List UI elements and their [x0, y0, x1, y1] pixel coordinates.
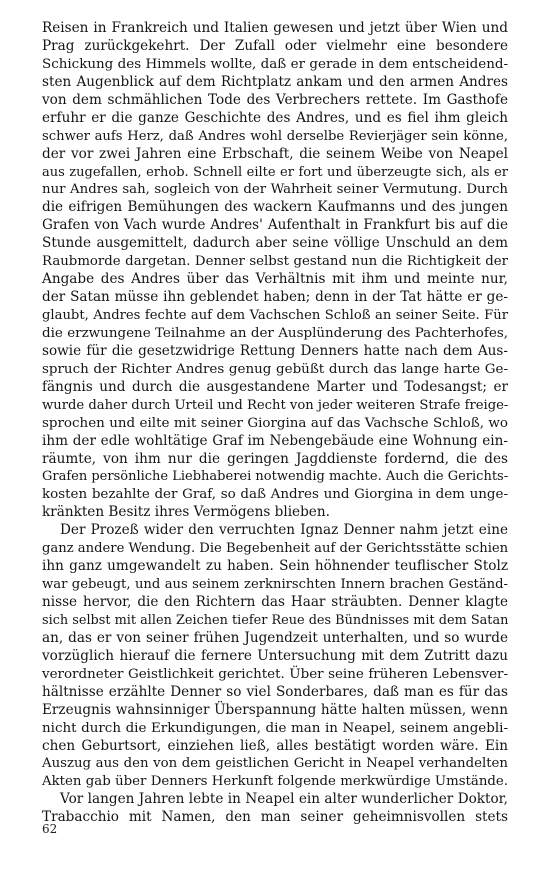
page-number: 62 [42, 822, 58, 836]
text-line: vorzüglich hierauf die fernere Untersuchung mit dem Zutritt dazu [42, 647, 508, 664]
text-line: Grafen persönliche Liebhaberei notwendig machte. Auch die Gerichts- [42, 469, 509, 485]
text-line: Angabe des Andres über das Verhältnis mit ihm und meinte nur, [42, 271, 508, 288]
text-line: Prag zurückgekehrt. Der Zufall oder vielmehr eine besondere [42, 37, 508, 54]
text-line: nicht durch die Erkundigungen, die man in Neapel, seinem angebli- [42, 720, 508, 736]
text-line: die eifrigen Bemühungen des wackern Kaufmanns und des jungen [42, 199, 508, 216]
body-text [42, 20, 508, 827]
text-line: die erzwungene Teilnahme an der Ausplünderung des Pachterhofes, [42, 325, 508, 341]
text-line: Grafen von Vach wurde Andres' Aufenthalt in Frankfurt bis auf die [42, 217, 508, 234]
text-line: wurde daher durch Urteil und Recht von jeder weiteren Strafe freige- [42, 397, 509, 413]
text-line: schwer aufs Herz, daß Andres wohl derselbe Revierjäger sein könne, [42, 128, 508, 144]
text-line: Raubmorde dargetan. Denner selbst gestand nun die Richtigkeit der [42, 254, 508, 270]
text-line: der vor zwei Jahren eine Erbschaft, die seinem Weibe von Neapel [42, 145, 508, 162]
text-line: sowie für die gesetzwidrige Rettung Denners hatte nach dem Aus- [42, 342, 508, 359]
text-line: kränkten Besitz ihres Vermögens blieben. [42, 504, 330, 521]
text-line: von dem schmählichen Tode des Verbrechers rettete. Im Gasthofe [42, 91, 508, 108]
text-line: Stunde ausgemittelt, dadurch aber seine völlige Unschuld an dem [42, 235, 508, 252]
text-line: glaubt, Andres fechte auf dem Vachschen Schloß an seiner Seite. Für [42, 308, 508, 323]
text-line: war gebeugt, und aus seinem zerknirschten Innern brachen Geständ- [42, 577, 508, 593]
text-line: Schickung des Himmels wollte, daß er gerade in dem entscheidend- [42, 56, 508, 72]
text-line: der Satan müsse ihn geblendet haben; denn in der Tat hätte er ge- [42, 289, 508, 306]
text-line: hältnisse erzählte Denner so viel Sonderbares, daß man es für das [42, 683, 508, 700]
text-line: an, das er von seiner frühen Jugendzeit unterhalten, und so wurde [42, 629, 508, 646]
text-line: Trabacchio mit Namen, den man seiner geheimnisvollen stets [42, 809, 508, 826]
text-line: sprochen und eilte mit seiner Giorgina auf das Vachsche Schloß, wo [42, 415, 508, 431]
text-line: aus zugefallen, erhob. Schnell eilte er fort und überzeugte sich, als er [42, 164, 508, 180]
text-line: nisse hervor, die den Richtern das Haar sträubten. Denner klagte [42, 594, 508, 610]
text-line: ihn ganz umgewandelt zu haben. Sein höhnender teuflischer Stolz [42, 558, 508, 575]
text-line: nur Andres sah, sogleich von der Wahrheit seiner Vermutung. Durch [42, 182, 508, 198]
text-line: Reisen in Frankreich und Italien gewesen und jetzt über Wien und [42, 20, 508, 36]
text-line: fängnis und durch die ausgestandene Marter und Todesangst; er [42, 378, 508, 395]
text-line: Vor langen Jahren lebte in Neapel ein alter wunderlicher Doktor, [60, 791, 508, 808]
text-line: chen Geburtsort, einziehen ließ, alles bestätigt worden wäre. Ein [42, 737, 508, 754]
text-line: sten Augenblick auf dem Richtplatz ankam und den armen Andres [42, 73, 508, 90]
text-line: räumte, von ihm nur die geringen Jagddienste fordernd, die des [42, 450, 508, 467]
text-line: Erzeugnis wahnsinniger Überspannung hätte halten müssen, wenn [42, 701, 508, 718]
text-line: Auszug aus den von dem geistlichen Gericht in Neapel verhandelten [42, 756, 508, 772]
text-line: spruch der Richter Andres genug gebüßt durch das lange harte Ge- [42, 361, 508, 377]
text-line: sich selbst mit allen Zeichen tiefer Reue des Bündnisses mit dem Satan [42, 612, 509, 628]
text-line: verordneter Geistlichkeit gerichtet. Über seine früheren Lebensver- [42, 666, 508, 682]
text-line: Akten gab über Denners Herkunft folgende merkwürdige Umstände. [42, 774, 508, 790]
text-line: kosten bezahlte der Graf, so daß Andres und Giorgina in dem unge- [42, 487, 508, 503]
text-line: ganz andere Wendung. Die Begebenheit auf der Gerichtsstätte schien [42, 541, 509, 557]
text-line: erfuhr er die ganze Geschichte des Andres, und es fiel ihm gleich [42, 109, 508, 126]
text-line: Der Prozeß wider den verruchten Ignaz Denner nahm jetzt eine [60, 522, 508, 539]
text-line: ihm der edle wohltätige Graf im Nebengebäude eine Wohnung ein- [42, 432, 508, 449]
